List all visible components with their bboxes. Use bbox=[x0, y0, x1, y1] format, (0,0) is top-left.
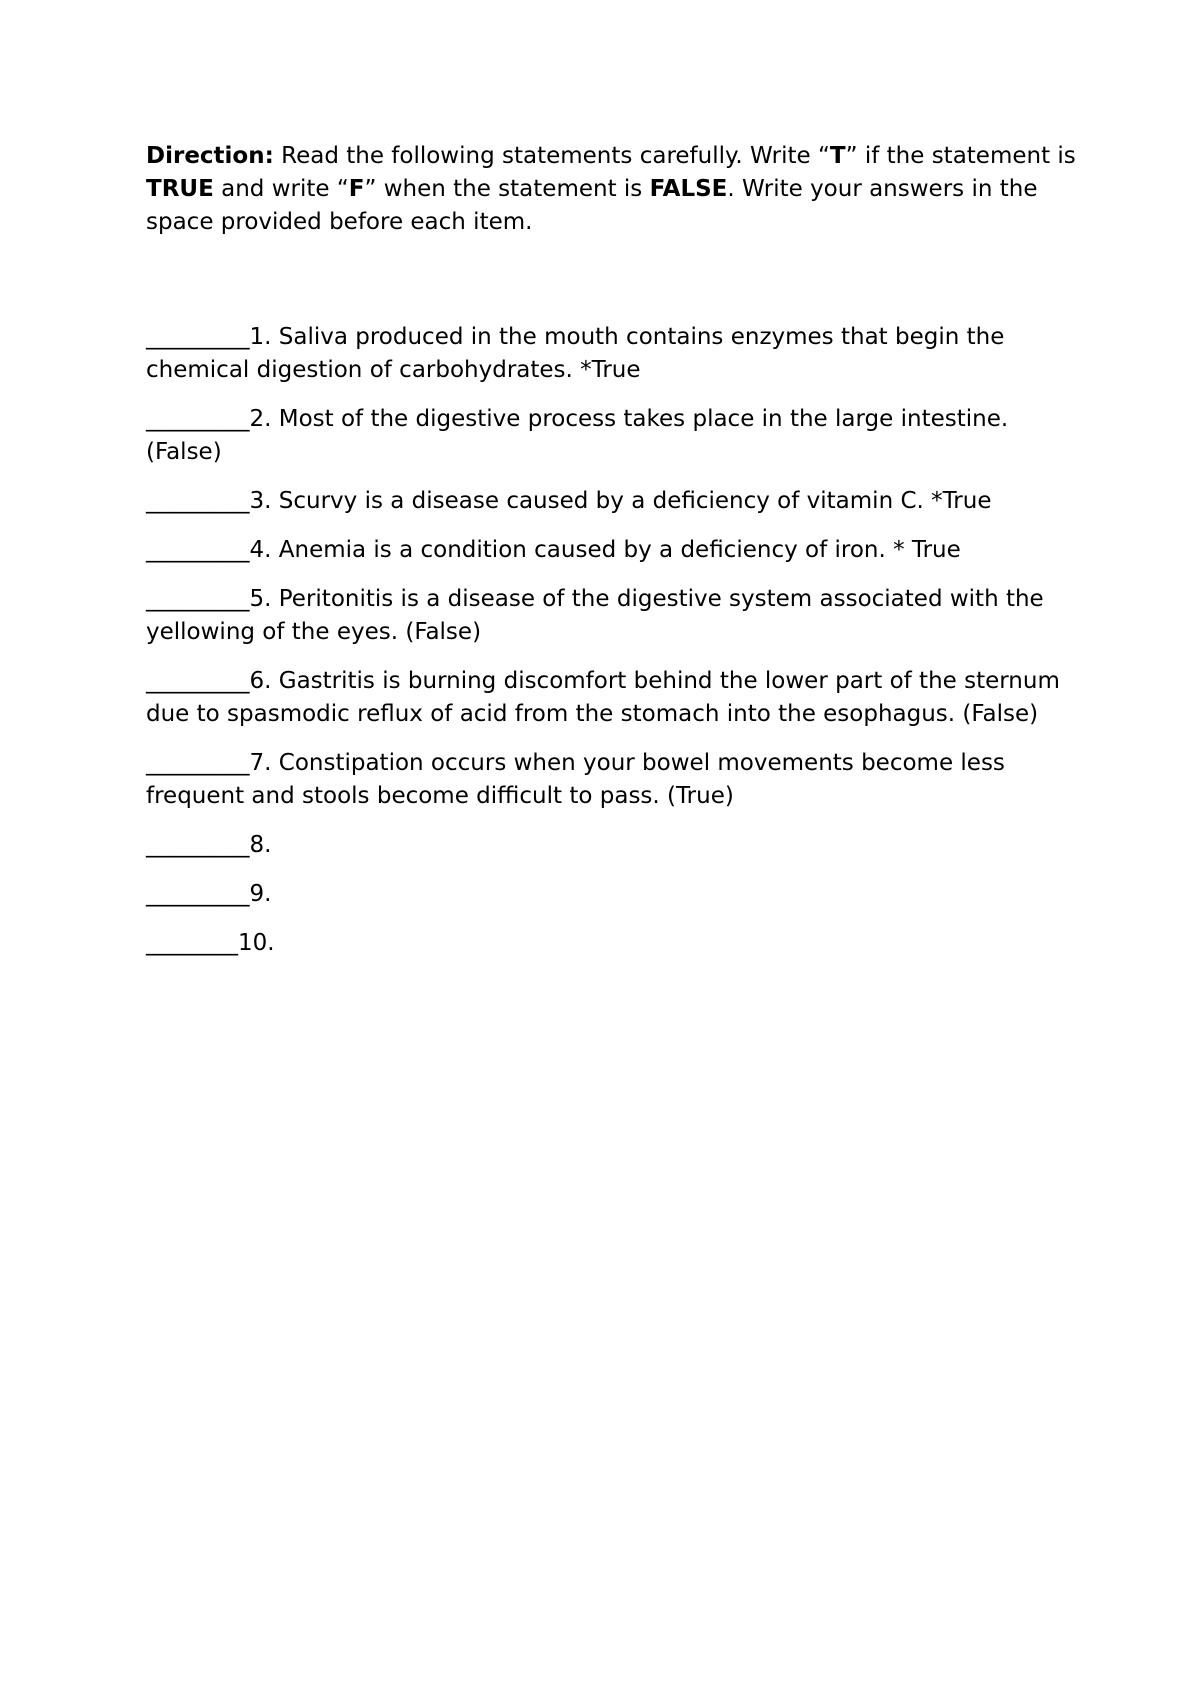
statement-text: 1. Saliva produced in the mouth contains enzymes that begin the chemical digestion of carbohydrates. *True bbox=[146, 324, 1005, 383]
direction-text-1: Read the following statements carefully. Write “ bbox=[273, 143, 830, 169]
statement-item-3 bbox=[146, 485, 1086, 518]
answer-blank[interactable]: _________ bbox=[146, 324, 250, 350]
direction-paragraph bbox=[146, 140, 1086, 239]
direction-false-word: FALSE bbox=[649, 176, 728, 202]
statement-item-10 bbox=[146, 927, 1086, 960]
answer-blank[interactable]: _________ bbox=[146, 586, 250, 612]
answer-blank[interactable]: ________ bbox=[146, 930, 238, 956]
statement-text: 4. Anemia is a condition caused by a deficiency of iron. * True bbox=[249, 537, 961, 563]
answer-blank[interactable]: _________ bbox=[146, 832, 250, 858]
direction-text-3: and write “ bbox=[213, 176, 349, 202]
direction-text-5: . Write your answers in the space provided before each item. bbox=[146, 176, 1038, 235]
answer-blank[interactable]: _________ bbox=[146, 750, 250, 776]
statement-text: 3. Scurvy is a disease caused by a deficiency of vitamin C. *True bbox=[249, 488, 992, 514]
statement-text: 8. bbox=[249, 832, 272, 858]
statement-text: 10. bbox=[238, 930, 275, 956]
worksheet-page bbox=[146, 140, 1086, 976]
statement-item-4 bbox=[146, 534, 1086, 567]
statement-item-8 bbox=[146, 829, 1086, 862]
statement-list bbox=[146, 321, 1086, 960]
statement-text: 6. Gastritis is burning discomfort behind the lower part of the sternum due to spasmodic reflux of acid from the stomach into the esophagus. (False) bbox=[146, 668, 1060, 727]
direction-text-2: ” if the statement is bbox=[845, 143, 1076, 169]
answer-blank[interactable]: _________ bbox=[146, 881, 250, 907]
direction-t-letter: T bbox=[829, 143, 846, 169]
direction-f-letter: F bbox=[348, 176, 365, 202]
answer-blank[interactable]: _________ bbox=[146, 488, 250, 514]
statement-text: 9. bbox=[249, 881, 272, 907]
statement-item-6 bbox=[146, 665, 1086, 731]
direction-text-4: ” when the statement is bbox=[364, 176, 650, 202]
answer-blank[interactable]: _________ bbox=[146, 668, 250, 694]
statement-item-1 bbox=[146, 321, 1086, 387]
direction-label: Direction: bbox=[146, 143, 274, 169]
answer-blank[interactable]: _________ bbox=[146, 406, 250, 432]
answer-blank[interactable]: _________ bbox=[146, 537, 250, 563]
statement-text: 2. Most of the digestive process takes place in the large intestine. (False) bbox=[146, 406, 1009, 465]
statement-text: 7. Constipation occurs when your bowel movements become less frequent and stools become difficult to pass. (True) bbox=[146, 750, 1005, 809]
direction-true-word: TRUE bbox=[146, 176, 214, 202]
statement-item-9 bbox=[146, 878, 1086, 911]
statement-text: 5. Peritonitis is a disease of the digestive system associated with the yellowing of the eyes. (False) bbox=[146, 586, 1044, 645]
statement-item-2 bbox=[146, 403, 1086, 469]
statement-item-5 bbox=[146, 583, 1086, 649]
statement-item-7 bbox=[146, 747, 1086, 813]
